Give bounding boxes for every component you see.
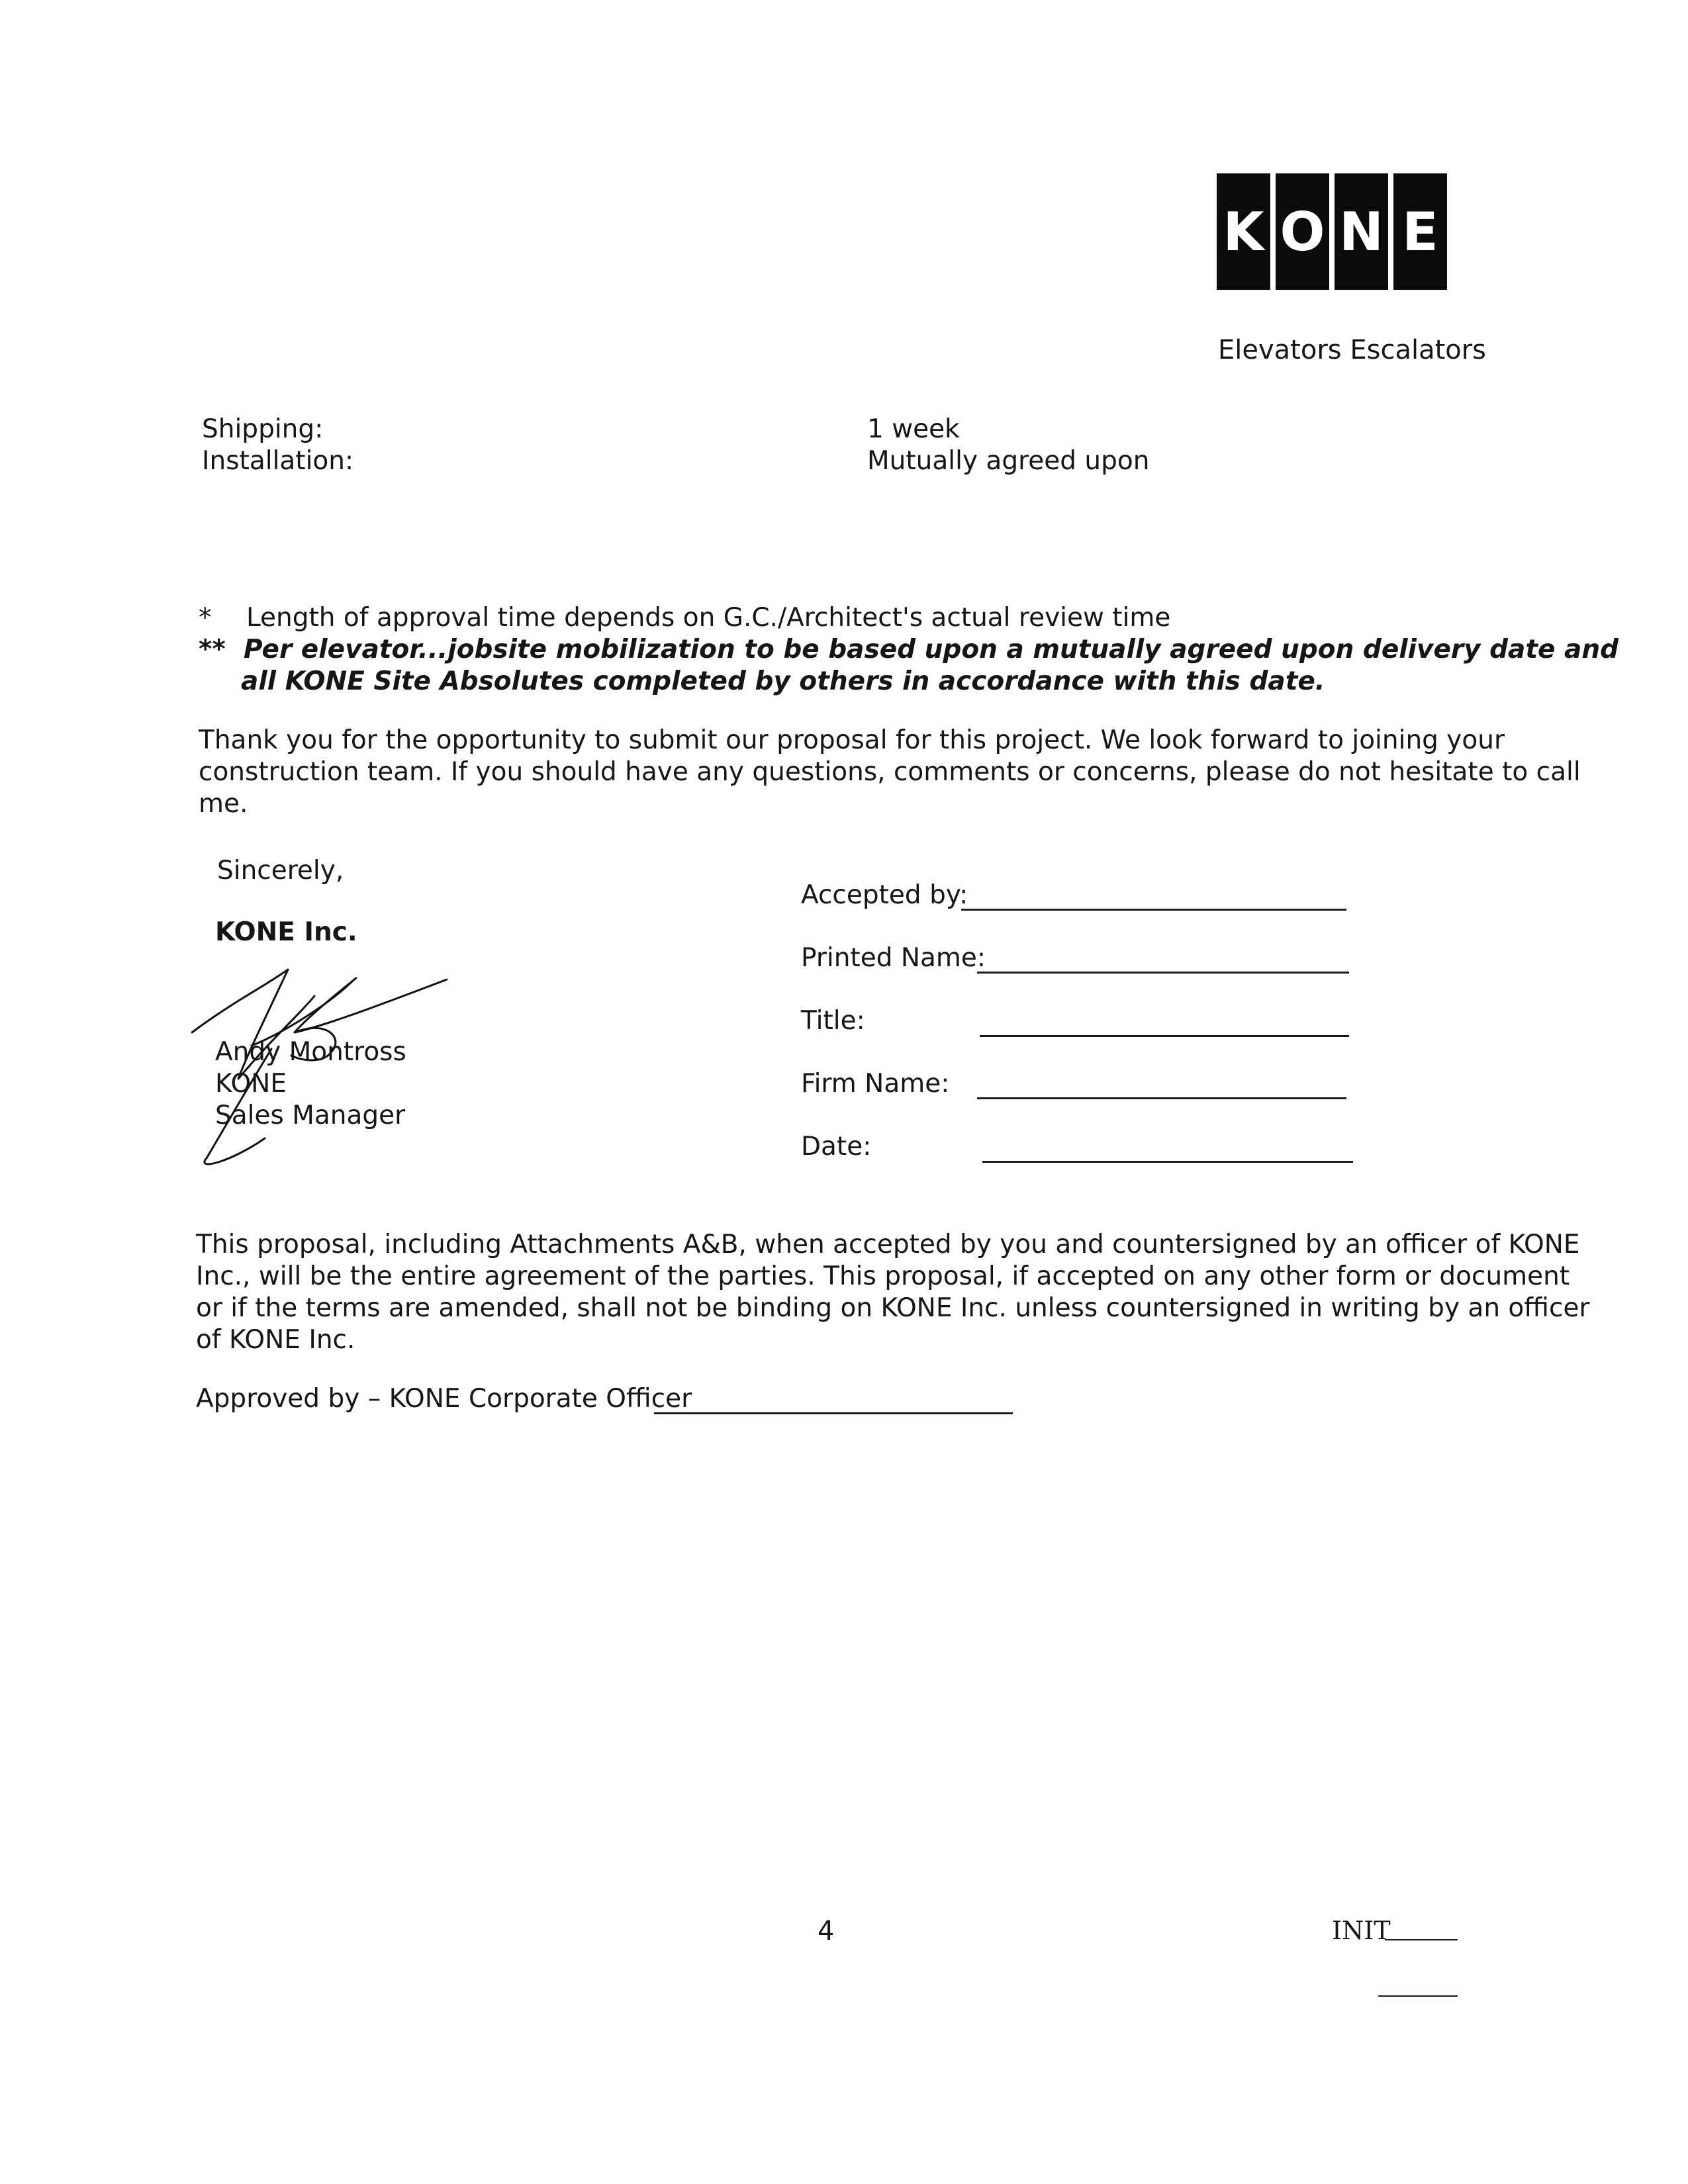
paragraph-line: me. — [199, 789, 248, 819]
paragraph-line: construction team. If you should have any questions, comments or concerns, please do not hesitate to call — [199, 757, 1581, 787]
signer-company: KONE — [215, 1069, 287, 1099]
approval-signature-line[interactable] — [654, 1412, 1013, 1414]
installation-value: Mutually agreed upon — [867, 446, 1150, 476]
init-line-second[interactable] — [1378, 1995, 1458, 1997]
signer-name: Andy Montross — [215, 1037, 406, 1067]
approval-label: Approved by – KONE Corporate Officer — [196, 1384, 692, 1414]
salutation: Sincerely, — [217, 856, 344, 886]
signer-title: Sales Manager — [215, 1101, 406, 1130]
schedule-values — [867, 414, 1149, 477]
note-text-line-2: all KONE Site Absolutes completed by others in accordance with this date. — [241, 666, 1325, 696]
thank-you-paragraph — [199, 725, 1581, 820]
paragraph-line: of KONE Inc. — [196, 1325, 355, 1355]
paragraph-line: This proposal, including Attachments A&B, when accepted by you and countersigned by an officer of KONE — [196, 1230, 1580, 1259]
kone-logo — [1217, 173, 1447, 290]
init-line[interactable] — [1385, 1939, 1458, 1940]
accepted-by-line[interactable] — [961, 909, 1346, 911]
title-line[interactable] — [980, 1035, 1349, 1037]
logo-letter-k: K — [1217, 173, 1270, 290]
date-label: Date: — [801, 1132, 872, 1161]
date-line[interactable] — [982, 1161, 1353, 1163]
page-number: 4 — [818, 1916, 835, 1946]
paragraph-line: or if the terms are amended, shall not be binding on KONE Inc. unless countersigned in writing by an officer — [196, 1293, 1590, 1323]
footnotes — [199, 602, 1619, 698]
printed-name-label: Printed Name: — [801, 943, 986, 973]
schedule-labels — [202, 414, 353, 477]
installation-label: Installation: — [202, 446, 354, 476]
note-marker: ** — [199, 635, 226, 664]
note-approval-time — [199, 602, 1456, 634]
note-text: Length of approval time depends on G.C./Architect's actual review time — [246, 603, 1171, 633]
printed-name-line[interactable] — [977, 972, 1349, 974]
firm-name-label: Firm Name: — [801, 1069, 950, 1099]
logo-letter-o: O — [1276, 173, 1329, 290]
init-label: INIT — [1332, 1916, 1391, 1945]
company-name: KONE Inc. — [215, 917, 357, 947]
paragraph-line: Thank you for the opportunity to submit our proposal for this project. We look forward to joining your — [199, 725, 1505, 755]
firm-name-line[interactable] — [977, 1097, 1346, 1099]
shipping-value: 1 week — [867, 414, 960, 444]
company-tagline: Elevators Escalators — [1218, 335, 1487, 365]
paragraph-line: Inc., will be the entire agreement of the parties. This proposal, if accepted on any other form or document — [196, 1261, 1570, 1291]
logo-letter-n: N — [1335, 173, 1388, 290]
agreement-paragraph — [196, 1229, 1589, 1356]
logo-letter-e: E — [1393, 173, 1447, 290]
title-label: Title: — [801, 1006, 865, 1036]
note-mobilization — [199, 634, 1619, 698]
note-text-line-1: Per elevator...jobsite mobilization to be based upon a mutually agreed upon delivery date and — [244, 635, 1619, 664]
shipping-label: Shipping: — [202, 414, 324, 444]
signer-block — [215, 1036, 406, 1132]
accepted-by-label: Accepted by: — [801, 880, 968, 910]
note-marker: * — [199, 603, 212, 633]
